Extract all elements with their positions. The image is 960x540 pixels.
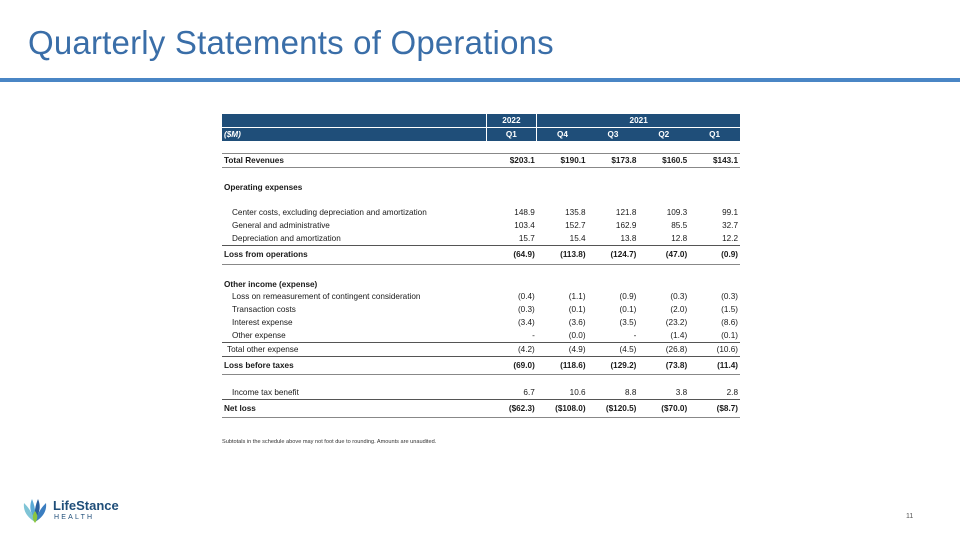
page-number: 11	[906, 513, 914, 520]
table-row: Income tax benefit 6.7 10.6 8.8 3.8 2.8	[222, 387, 740, 400]
quarter-header: Q2	[638, 127, 689, 140]
quarter-header: Q1	[486, 127, 537, 140]
logo-subtitle: HEALTH	[54, 514, 95, 521]
table-row: Total other expense (4.2) (4.9) (4.5) (26.8) (10.6)	[222, 342, 740, 356]
table-row: Net loss ($62.3) ($108.0) ($120.5) ($70.0) ($8.7)	[222, 400, 740, 418]
table-row: Transaction costs (0.3) (0.1) (0.1) (2.0) (1.5)	[232, 305, 739, 315]
year-header: 2021	[537, 114, 740, 127]
quarter-header: Q3	[588, 127, 639, 140]
table-row: Other expense - (0.0) - (1.4) (0.1)	[222, 329, 740, 342]
title-divider	[0, 78, 960, 82]
table-row: Interest expense (3.4) (3.6) (3.5) (23.2) (8.6)	[232, 318, 739, 328]
table-row: Loss on remeasurement of contingent consideration (0.4) (1.1) (0.9) (0.3) (0.3)	[232, 292, 739, 302]
section-heading-row: Operating expenses	[224, 182, 303, 192]
logo-name: LifeStance	[53, 498, 119, 513]
quarter-header: Q1	[689, 127, 740, 140]
quarter-header-row	[222, 127, 740, 140]
table-row: Loss from operations (64.9) (113.8) (124.7) (47.0) (0.9)	[222, 245, 740, 264]
section-heading-row: Other income (expense)	[224, 279, 318, 289]
year-header-row	[222, 114, 740, 127]
table-row: Total Revenues $203.1 $190.1 $173.8 $160.5 $143.1	[222, 154, 740, 168]
slide-title: Quarterly Statements of Operations	[28, 24, 554, 61]
footnote: Subtotals in the schedule above may not foot due to rounding. Amounts are unaudited.	[222, 439, 437, 445]
table-row: Center costs, excluding depreciation and amortization 148.9 135.8 121.8 109.3 99.1	[232, 208, 739, 218]
statement-table	[222, 114, 740, 418]
quarter-header: Q4	[537, 127, 588, 140]
company-logo	[20, 495, 130, 527]
year-header: 2022	[486, 114, 537, 127]
table-row: Depreciation and amortization 15.7 15.4 13.8 12.8 12.2	[222, 232, 740, 245]
table-row: General and administrative 103.4 152.7 162.9 85.5 32.7	[232, 221, 739, 231]
unit-label: ($M)	[222, 127, 486, 140]
table-row: Loss before taxes (69.0) (118.6) (129.2) (73.8) (11.4)	[222, 356, 740, 374]
leaf-logo-icon	[20, 495, 50, 525]
